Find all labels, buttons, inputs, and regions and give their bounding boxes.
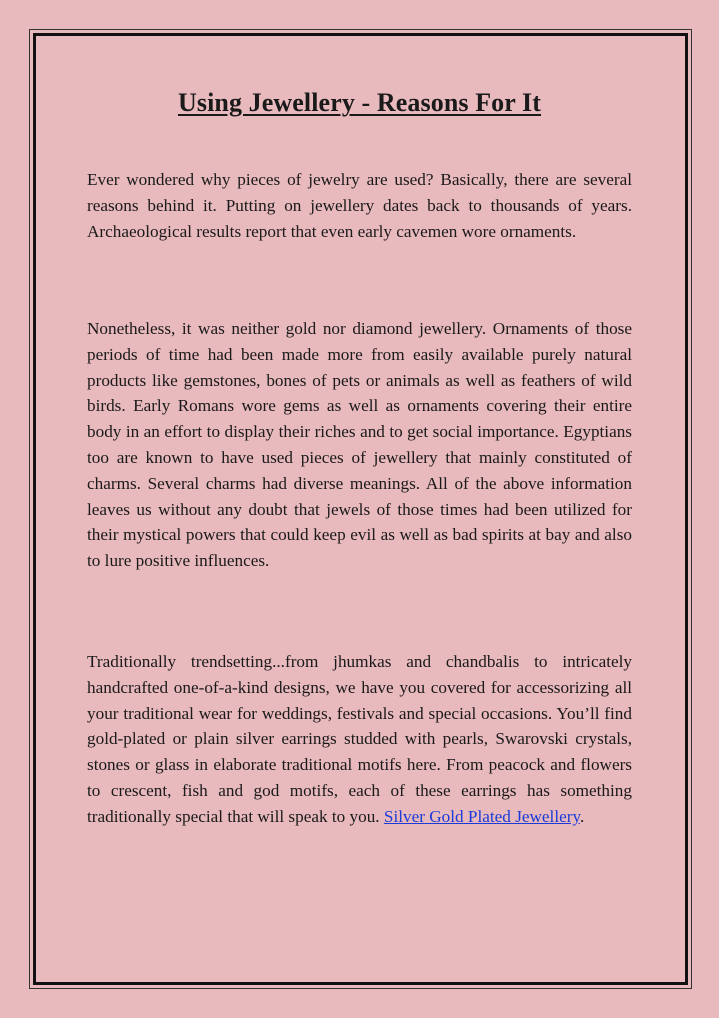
link-suffix: .	[579, 806, 585, 826]
paragraph-history: Nonetheless, it was neither gold nor diamond jewellery. Ornaments of those periods of time had been made more from easily available purely natural products like gemstones, bones of pets or animals as well as feathers of wild birds. Early Romans wore gems as well as ornaments covering their entire body in an effort to display their riches and to get social importance. Egyptians too are known to have used pieces of jewellery that mainly constituted of charms. Several charms had diverse meanings. All of the above information leaves us without any doubt that jewels of those times had been utilized for their mystical powers that could keep evil as well as bad spirits at bay and also to lure positive influences.	[87, 319, 632, 571]
silver-gold-plated-jewellery-link[interactable]: Silver Gold Plated Jewellery	[383, 806, 580, 826]
paragraph-traditional	[87, 649, 632, 830]
page-title: Using Jewellery - Reasons For It	[177, 88, 542, 117]
paragraph-traditional-text: Traditionally trendsetting...from jhumkas and chandbalis to intricately handcrafted one-of-a-kind designs, we have you covered for accessorizing all your traditional wear for weddings, festivals and special occasions. You’ll find gold-plated or plain silver earrings studded with pearls, Swarovski crystals, stones or glass in elaborate traditional motifs here. From peacock and flowers to crescent, fish and god motifs, each of these earrings has something traditionally special that will speak to you.	[87, 652, 632, 826]
paragraph-intro: Ever wondered why pieces of jewelry are used? Basically, there are several reasons behind it. Putting on jewellery dates back to thousands of years. Archaeological results report that even early cavemen wore ornaments.	[87, 170, 632, 241]
